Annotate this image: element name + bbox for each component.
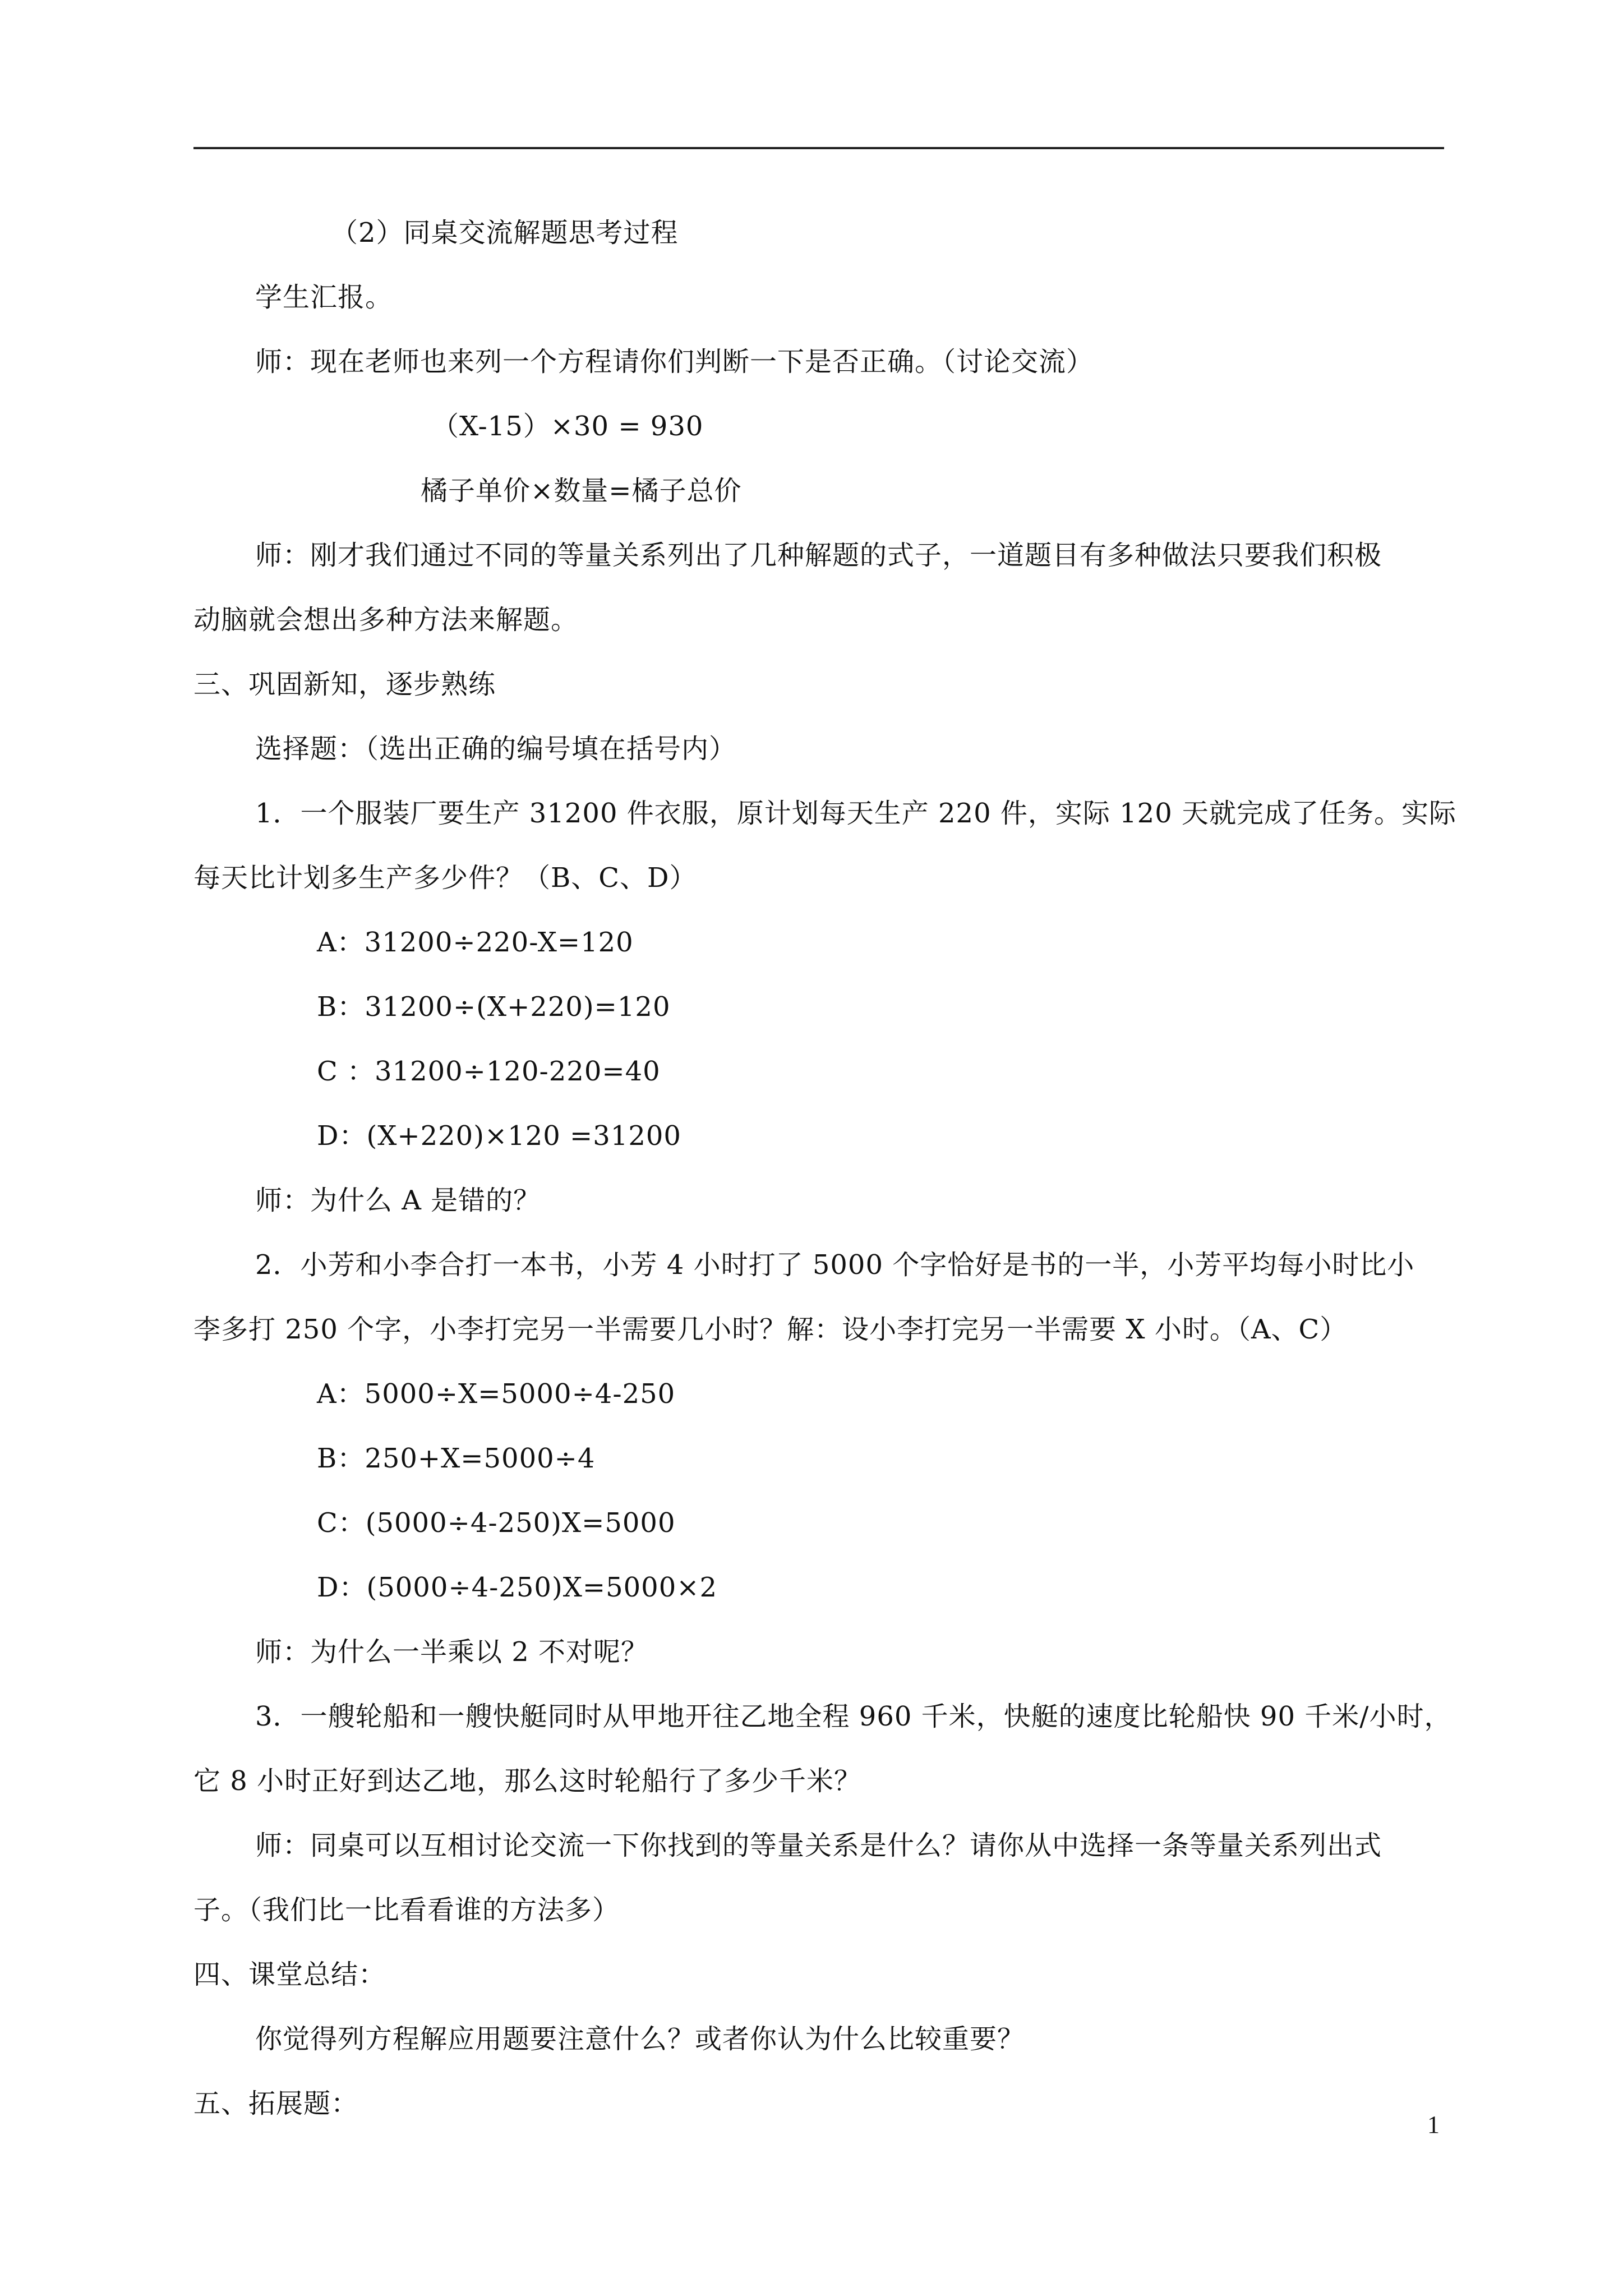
header-rule [193,147,1444,149]
teacher-summary-line-1: 师：刚才我们通过不同的等量关系列出了几种解题的式子，一道题目有多种做法只要我们积极 [255,540,1382,571]
question-2-line-1: 2．小芳和小李合打一本书，小芳 4 小时打了 5000 个字恰好是书的一半，小芳平均每小时比小 [255,1249,1415,1281]
summary-question: 你觉得列方程解应用题要注意什么？或者你认为什么比较重要？ [255,2023,1025,2055]
page-number: 1 [1427,2111,1440,2138]
multiple-choice-intro: 选择题：（选出正确的编号填在括号内） [255,733,737,765]
question-1-line-1: 1．一个服装厂要生产 31200 件衣服，原计划每天生产 220 件，实际 120 天就完成了任务。实际 [255,798,1457,829]
teacher-summary-line-2: 动脑就会想出多种方法来解题。 [193,604,579,636]
question-2-option-a: A：5000÷X=5000÷4-250 [317,1378,676,1410]
teacher-discussion-line-2: 子。（我们比一比看看谁的方法多） [193,1894,620,1926]
question-2-option-d: D：(5000÷4-250)X=5000×2 [317,1572,717,1603]
equation-orange: （X-15）×30 = 930 [432,411,704,442]
question-1-option-b: B：31200÷(X+220)=120 [317,991,671,1023]
teacher-question-1: 师：为什么 A 是错的？ [255,1185,541,1216]
relation-orange: 橘子单价×数量=橘子总价 [421,475,742,507]
question-1-option-d: D：(X+220)×120 =31200 [317,1120,681,1152]
question-2-option-c: C：(5000÷4-250)X=5000 [317,1507,676,1539]
question-1-option-a: A：31200÷220-X=120 [317,927,634,958]
student-report: 学生汇报。 [255,282,393,313]
question-3-line-1: 3．一艘轮船和一艘快艇同时从甲地开往乙地全程 960 千米，快艇的速度比轮船快 90 千米/小时， [255,1701,1452,1732]
question-1-line-2: 每天比计划多生产多少件？（B、C、D） [193,862,697,894]
teacher-question-2: 师：为什么一半乘以 2 不对呢？ [255,1636,649,1668]
question-1-option-c: C ：31200÷120-220=40 [317,1056,661,1087]
step-2-heading: （2）同桌交流解题思考过程 [331,217,679,249]
section-3-heading: 三、巩固新知，逐步熟练 [193,669,496,700]
section-4-heading: 四、课堂总结： [193,1959,386,1990]
section-5-heading: 五、拓展题： [193,2088,359,2119]
question-2-option-b: B：250+X=5000÷4 [317,1443,596,1474]
teacher-discussion-line-1: 师：同桌可以互相讨论交流一下你找到的等量关系是什么？请你从中选择一条等量关系列出式 [255,1830,1382,1861]
question-3-line-2: 它 8 小时正好到达乙地，那么这时轮船行了多少千米？ [193,1765,862,1797]
teacher-prompt-equation: 师：现在老师也来列一个方程请你们判断一下是否正确。（讨论交流） [255,346,1094,378]
question-2-line-2: 李多打 250 个字，小李打完另一半需要几小时？解：设小李打完另一半需要 X 小时。（A、C） [193,1314,1348,1345]
